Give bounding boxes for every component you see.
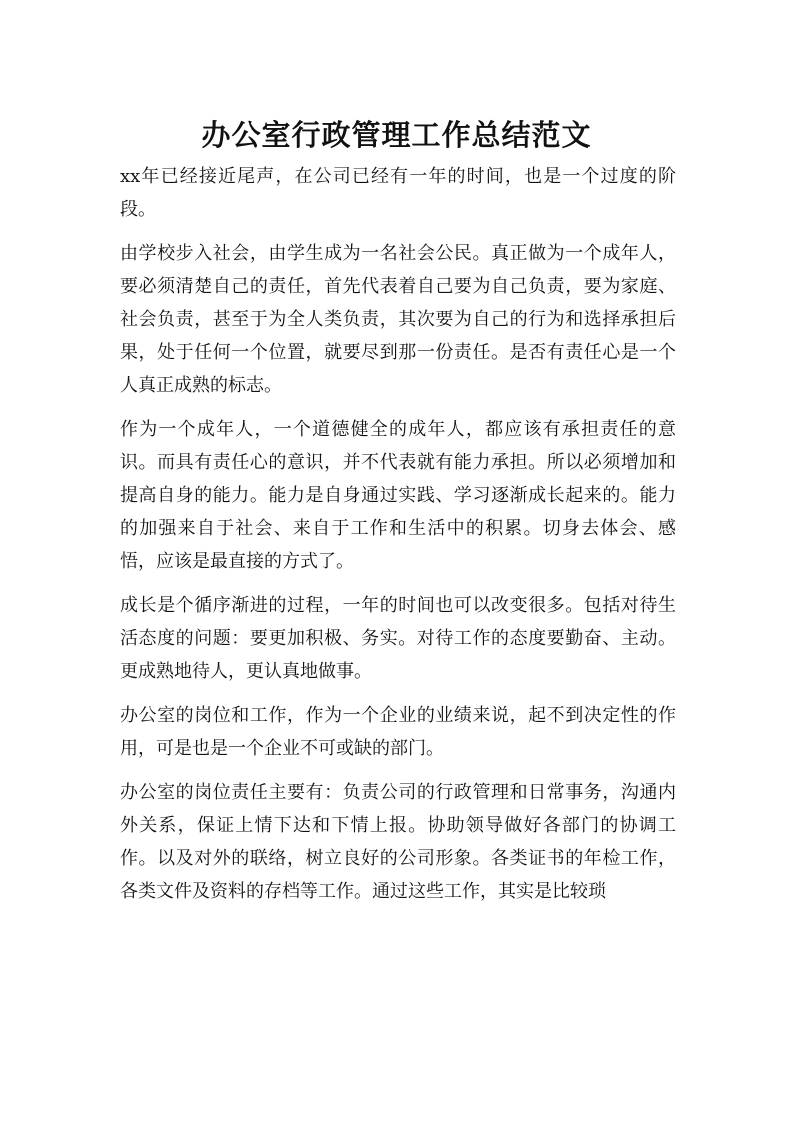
paragraph: 作为一个成年人，一个道德健全的成年人，都应该有承担责任的意识。而具有责任心的意识，并不代表就有能力承担。所以必须增加和提高自身的能力。能力是自身通过实践、学习逐渐成长起来的。能力的加强来自于社会、来自于工作和生活中的积累。切身去体会、感悟，应该是最直接的方式了。 [120, 419, 676, 572]
document-body [120, 160, 676, 919]
paragraph: xx年已经接近尾声，在公司已经有一年的时间，也是一个过度的阶段。 [120, 166, 676, 220]
paragraph: 办公室的岗位和工作，作为一个企业的业绩来说，起不到决定性的作用，可是也是一个企业不可或缺的部门。 [120, 705, 676, 759]
paragraph: 成长是个循序渐进的过程，一年的时间也可以改变很多。包括对待生活态度的问题：要更加积极、务实。对待工作的态度要勤奋、主动。更成熟地待人，更认真地做事。 [120, 595, 676, 682]
document-title: 办公室行政管理工作总结范文 [201, 118, 592, 153]
paragraph: 办公室的岗位责任主要有：负责公司的行政管理和日常事务，沟通内外关系，保证上情下达和下情上报。协助领导做好各部门的协调工作。以及对外的联络，树立良好的公司形象。各类证书的年检工作，各类文件及资料的存档等工作。通过这些工作，其实是比较琐 [120, 782, 676, 902]
paragraph: 由学校步入社会，由学生成为一名社会公民。真正做为一个成年人，要必须清楚自己的责任，首先代表着自己要为自己负责，要为家庭、社会负责，甚至于为全人类负责，其次要为自己的行为和选择承担后果，处于任何一个位置，就要尽到那一份责任。是否有责任心是一个人真正成熟的标志。 [120, 243, 676, 396]
